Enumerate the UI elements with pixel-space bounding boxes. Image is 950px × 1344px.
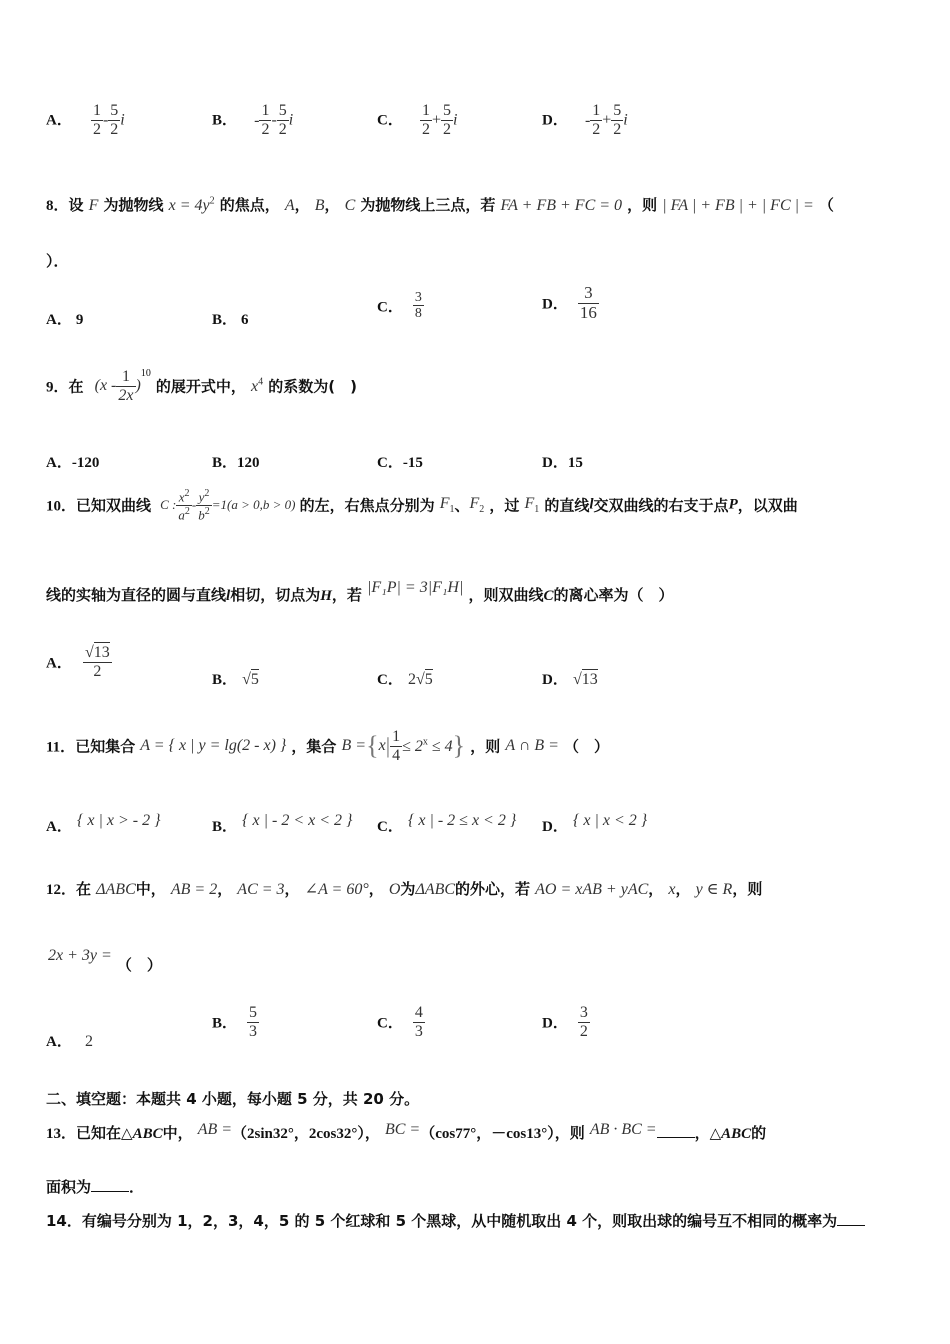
q14-stem: 14．有编号分别为 1，2，3，4，5 的 5 个红球和 5 个黑球，从中随机取出 4 个，则取出球的编号互不相同的概率为 <box>46 1210 865 1231</box>
fraction: $\frac{5}{2}$ <box>110 102 119 138</box>
fraction: $\frac{5}{2}$ <box>442 102 451 138</box>
fraction: $\frac{1}{2}$ <box>261 102 270 138</box>
q11-option-b: B． { x | - 2 < x < 2 } <box>212 812 353 835</box>
q10-option-c: C． 2√5 <box>377 671 433 688</box>
q9-option-c: C．-15 <box>377 455 423 471</box>
q11-option-c: C． { x | - 2 ≤ x < 2 } <box>377 812 517 835</box>
q9-option-a: A．-120 <box>46 455 100 471</box>
q10-option-d: D． √13 <box>542 671 598 688</box>
q13-stem: 13．已知在△ABC中， AB =（2sin32°，2cos32°）， BC =（cos77°，－cos13°），则 AB · BC = ，△ABC的 <box>46 1121 767 1142</box>
q13-stem-line2: 面积为 ． <box>46 1178 145 1196</box>
q8-option-b: B． 6 <box>212 312 249 328</box>
q12-option-a: A． 2 <box>46 1033 93 1050</box>
q9-option-d: D．15 <box>542 455 583 471</box>
q7-option-d: D． - $\frac{1}{2}$ + $\frac{5}{2}$ i <box>542 102 628 138</box>
answer-blank[interactable] <box>91 1191 129 1192</box>
q11-option-a: A． { x | x > - 2 } <box>46 812 161 835</box>
q8-option-c: C． $\frac{3}{8}$ <box>377 290 422 322</box>
answer-blank[interactable] <box>657 1137 695 1138</box>
q9-option-b: B．120 <box>212 455 260 471</box>
q12-option-c: C． $\frac{4}{3}$ <box>377 1004 423 1040</box>
q8-stem-end: ）． <box>46 252 69 270</box>
q10-stem-line2: 线的实轴为直径的圆与直线l相切，切点为H，若 |F₁P| = 3|F₁H| ，则双曲线C的离心率为（ ） <box>46 579 674 604</box>
q7-option-a: A． $\frac{1}{2}$ - $\frac{5}{2}$ i <box>46 102 125 138</box>
q12-option-b: B． $\frac{5}{3}$ <box>212 1004 258 1040</box>
fraction: $\frac{5}{2}$ <box>613 102 622 138</box>
q7-option-c: C． $\frac{1}{2}$ + $\frac{5}{2}$ i <box>377 102 458 138</box>
q8-stem: 8．设 F 为抛物线 $x = 4y^2$ 的焦点， A， B， C 为抛物线上三点，若 FA + FB + FC = 0 ，则 | FA | + FB | + | FC | = （ <box>46 195 834 214</box>
fraction: $\frac{1}{2}$ <box>421 102 430 138</box>
q9-stem: 9．在 (x - $\frac{1}{2x}$ )$^{10}$ 的展开式中， $x^4$ 的系数为( ) <box>46 368 357 404</box>
q12-option-d: D． $\frac{3}{2}$ <box>542 1004 588 1040</box>
q11-stem: 11．已知集合 A = { x | y = lg(2 - x) } ，集合 B ={x| $\frac{1}{4}$ ≤ $2^x \le 4$} ，则 A ∩ B = （ ） <box>46 728 610 764</box>
fraction: $\frac{1}{2}$ <box>592 102 601 138</box>
q7-option-b: B． - $\frac{1}{2}$ - $\frac{5}{2}$ i <box>212 102 294 138</box>
option-label: A． <box>46 112 72 129</box>
q8-option-d: D． $\frac{3}{16}$ <box>542 283 597 322</box>
section-heading: 二、填空题：本题共 4 小题，每小题 5 分，共 20 分。 <box>46 1090 420 1108</box>
q10-stem: 10．已知双曲线 C : $\frac{x^2}{a^2}$ - $\frac{y^2}{b^2}$ =1(a > 0,b > 0) 的左，右焦点分别为 $F_1$、$F_2$ ，过 $F_1$ 的直线l交双曲线的右支于点P，以双曲 <box>46 488 798 522</box>
q10-option-b: B． √5 <box>212 671 259 688</box>
q12-stem-line2: 2x + 3y = （ ） <box>48 947 162 974</box>
q10-option-a: A． $\frac{√13}{2}$ <box>46 644 110 680</box>
answer-blank[interactable] <box>837 1225 865 1226</box>
fraction: $\frac{5}{2}$ <box>278 102 287 138</box>
fraction: $\frac{1}{2}$ <box>92 102 101 138</box>
q11-option-d: D． { x | x < 2 } <box>542 812 648 835</box>
q12-stem: 12．在 ΔABC中， AB = 2， AC = 3， ∠A = 60°， O为ΔABC的外心，若 AO = xAB + yAC， x， y ∈ R，则 <box>46 880 763 898</box>
q8-option-a: A． 9 <box>46 312 84 328</box>
